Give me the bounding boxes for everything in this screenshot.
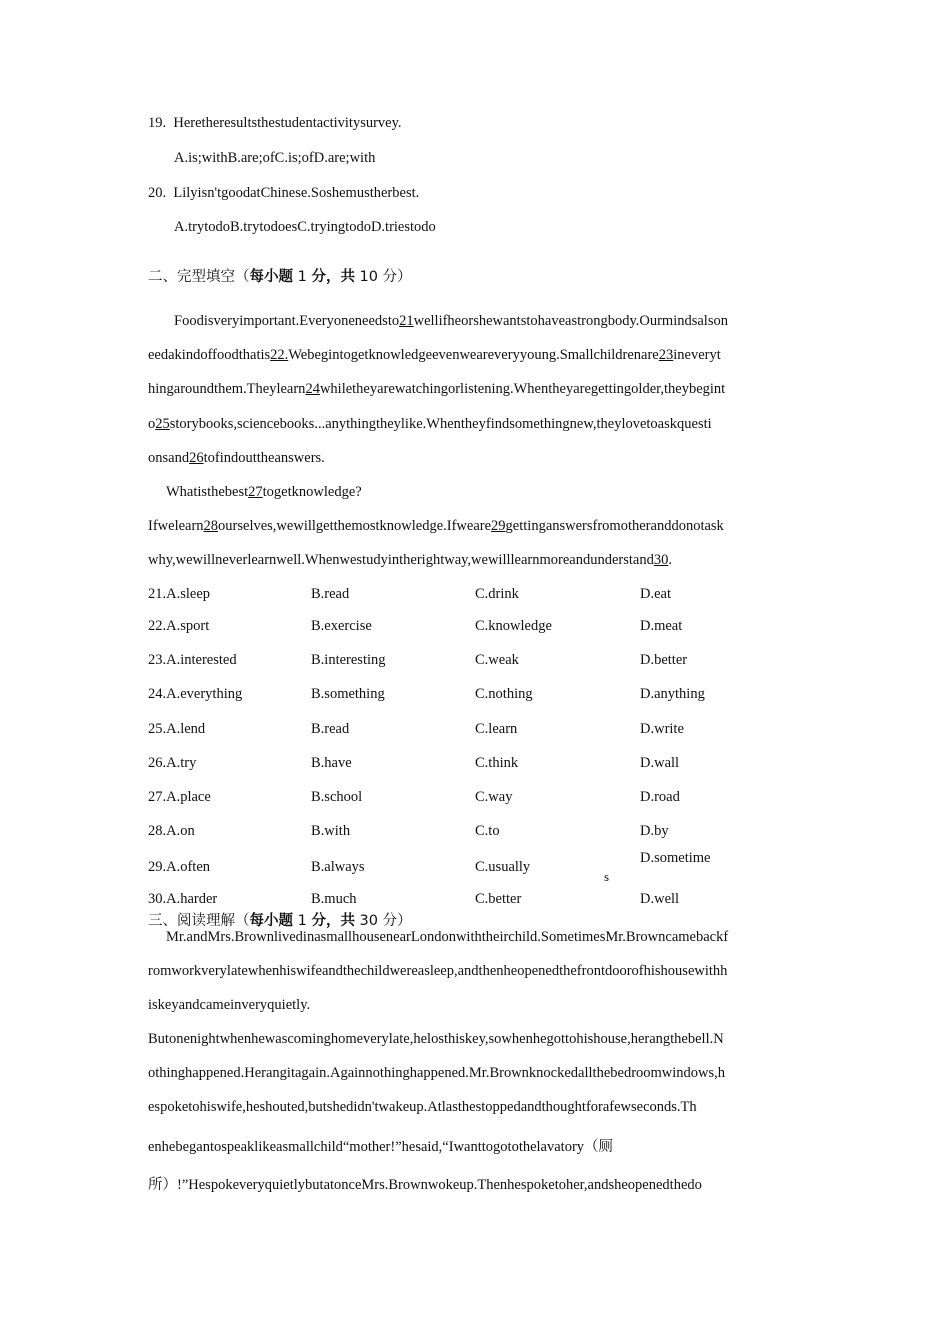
blank-number: 29 <box>491 518 506 534</box>
reading-line: Butonenightwhenhewascominghomeverylate,helosthiskey,sowhenhegottohishouse,herangthebell.N <box>148 1031 724 1047</box>
choice-d: D.meat <box>640 618 683 634</box>
stray-letter: s <box>604 869 610 884</box>
reading-line: enhebegantospeaklikeasmallchild“mother!”hesaid,“Iwanttogotothelavatory（厕 <box>148 1139 614 1155</box>
choice-a: 28.A.on <box>148 823 195 839</box>
choice-d: D.well <box>640 891 680 907</box>
heading-number: 30 <box>354 913 383 929</box>
passage-line <box>148 518 724 535</box>
passage-text: togetknowledge? <box>262 484 362 500</box>
passage-line <box>174 313 728 330</box>
passage-text: Ifwelearn <box>148 518 204 534</box>
heading-bold: 每小题 <box>249 913 293 929</box>
choice-b: B.with <box>311 823 351 839</box>
question-20-options: A.trytodoB.trytodoesC.tryingtodoD.triestodo <box>174 219 436 235</box>
choice-d: D.road <box>640 789 680 805</box>
choice-c: C.think <box>475 755 519 771</box>
passage-line <box>148 416 712 433</box>
choice-d: D.anything <box>640 686 705 702</box>
blank-number: 30 <box>653 552 669 568</box>
choice-d: D.better <box>640 652 688 668</box>
passage-text: onsand <box>148 450 190 466</box>
choice-a: 23.A.interested <box>148 652 237 668</box>
heading-number: 1 <box>293 913 312 929</box>
question-19 <box>148 115 402 132</box>
choice-a: 21.A.sleep <box>148 586 211 602</box>
choice-c: C.to <box>475 823 500 839</box>
choice-a: 30.A.harder <box>148 891 218 907</box>
choice-a: 26.A.try <box>148 755 197 771</box>
choice-d: D.sometime <box>640 850 711 866</box>
choice-b: B.always <box>311 859 365 875</box>
question-number: 19. <box>148 115 167 131</box>
passage-text: Foodisveryimportant.Everyoneneedsto <box>174 313 400 329</box>
section-3-heading <box>148 909 412 930</box>
question-text: Heretheresultsthestudentactivitysurvey. <box>173 115 402 131</box>
passage-line <box>148 381 725 398</box>
choice-d: D.by <box>640 823 669 839</box>
passage-text: hingaroundthem.Theylearn <box>148 381 306 397</box>
choice-a: 29.A.often <box>148 859 211 875</box>
passage-text: ourselves,wewillgetthemostknowledge.Ifweare <box>218 518 492 534</box>
blank-number: 24 <box>305 381 320 397</box>
reading-line: 所）!”HespokeveryquietlybutatonceMrs.Brownwokeup.Thenhespoketoher,andsheopenedthedo <box>148 1177 702 1193</box>
heading-text: 二、完型填空（ <box>148 269 250 285</box>
passage-line <box>148 347 721 364</box>
passage-text: eedakindoffoodthatis <box>148 347 271 363</box>
question-number: 20. <box>148 185 167 201</box>
blank-number: 23 <box>658 347 674 363</box>
reading-line: othinghappened.Herangitagain.Againnothinghappened.Mr.Brownknockedallthebedroomwindows,h <box>148 1065 726 1081</box>
choice-b: B.exercise <box>311 618 372 634</box>
reading-line: espoketohiswife,heshouted,butshedidn'twakeup.Atlasthestoppedandthoughtforafewseconds.Th <box>148 1099 697 1115</box>
choice-a: 24.A.everything <box>148 686 243 702</box>
section-2-heading <box>148 265 412 286</box>
choice-c: C.drink <box>475 586 519 602</box>
choice-b: B.read <box>311 721 350 737</box>
choice-c: C.knowledge <box>475 618 552 634</box>
heading-bold: 分，共 <box>311 913 355 929</box>
reading-line: iskeyandcameinveryquietly. <box>148 997 311 1013</box>
passage-text: gettinganswersfromotheranddonotask <box>505 518 724 534</box>
reading-line: romworkverylatewhenhiswifeandthechildwereasleep,andthenheopenedthefrontdoorofhishousewithh <box>148 963 728 979</box>
passage-text: Whatisthebest <box>166 484 249 500</box>
heading-number: 1 <box>293 269 312 285</box>
passage-line <box>148 450 325 467</box>
choice-d: D.eat <box>640 586 671 602</box>
passage-text: wellifheorshewantstohaveastrongbody.Ourmindsalson <box>413 313 728 329</box>
choice-c: C.better <box>475 891 522 907</box>
blank-number: 28 <box>203 518 219 534</box>
passage-text: why,wewillneverlearnwell.Whenwestudyintherightway,wewilllearnmoreandunderstand <box>148 552 654 568</box>
choice-d: D.wall <box>640 755 680 771</box>
reading-line: Mr.andMrs.BrownlivedinasmallhousenearLondonwiththeirchild.SometimesMr.Browncamebackf <box>166 929 729 945</box>
choice-c: C.learn <box>475 721 518 737</box>
heading-text: 三、阅读理解（ <box>148 913 250 929</box>
choice-b: B.read <box>311 586 350 602</box>
blank-number: 25 <box>155 416 170 432</box>
passage-text: storybooks,sciencebooks...anythingtheylike.Whentheyfindsomethingnew,theylovetoaskquesti <box>169 416 712 432</box>
blank-number: 21 <box>399 313 414 329</box>
choice-c: C.usually <box>475 859 531 875</box>
heading-number: 10 <box>354 269 383 285</box>
choice-b: B.school <box>311 789 363 805</box>
choice-a: 22.A.sport <box>148 618 210 634</box>
passage-line <box>148 552 672 569</box>
choice-b: B.interesting <box>311 652 386 668</box>
heading-text: 分） <box>382 269 412 285</box>
blank-number: 26 <box>189 450 204 466</box>
blank-number: 27 <box>248 484 263 500</box>
choice-b: B.something <box>311 686 385 702</box>
blank-number: 22. <box>270 347 289 363</box>
passage-line <box>166 484 362 501</box>
choice-b: B.have <box>311 755 352 771</box>
passage-text: whiletheyarewatchingorlistening.Whentheyaregettingolder,theybegint <box>319 381 726 397</box>
heading-bold: 分，共 <box>311 269 355 285</box>
passage-text: Webegintogetknowledgeevenweareveryyoung.Smallchildrenare <box>288 347 659 363</box>
choice-d: D.write <box>640 721 684 737</box>
heading-text: 分） <box>382 913 412 929</box>
choice-a: 27.A.place <box>148 789 211 805</box>
passage-text: o <box>148 416 156 432</box>
question-19-options: A.is;withB.are;ofC.is;ofD.are;with <box>174 150 376 166</box>
passage-text: . <box>668 552 672 568</box>
passage-text: ineveryt <box>673 347 721 363</box>
question-20 <box>148 185 419 202</box>
question-text: Lilyisn'tgoodatChinese.Soshemustherbest. <box>173 185 420 201</box>
choice-c: C.way <box>475 789 513 805</box>
choice-a: 25.A.lend <box>148 721 206 737</box>
choice-c: C.weak <box>475 652 519 668</box>
passage-text: tofindouttheanswers. <box>203 450 325 466</box>
choice-c: C.nothing <box>475 686 533 702</box>
choice-b: B.much <box>311 891 357 907</box>
heading-bold: 每小题 <box>249 269 293 285</box>
